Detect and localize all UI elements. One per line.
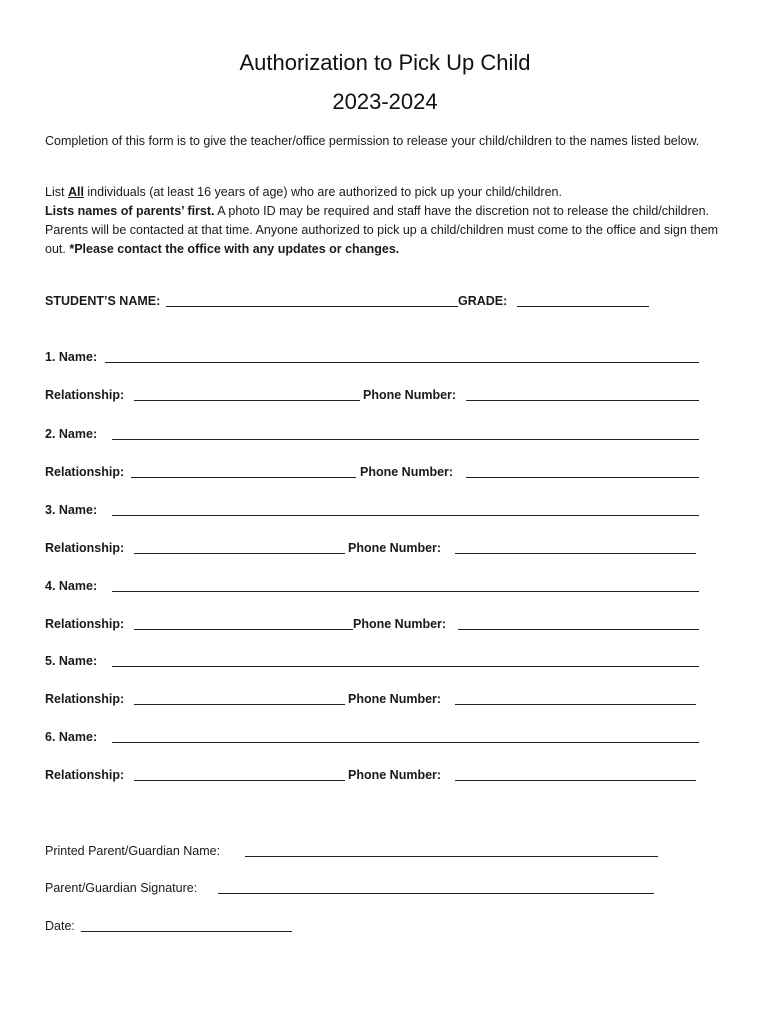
phone-label: Phone Number:: [348, 541, 442, 555]
entry-name-label: 3. Name:: [45, 503, 98, 517]
date-row: [45, 917, 305, 935]
entry-3-details-row: [45, 539, 705, 557]
student-name-field[interactable]: [166, 306, 458, 307]
entry-1-name-field[interactable]: [105, 362, 699, 363]
signature-field[interactable]: [218, 893, 654, 894]
intro-paragraph: Completion of this form is to give the teacher/office permission to release your child/children to the names listed below.: [45, 134, 700, 148]
date-label: Date:: [45, 919, 75, 933]
instructions-paragraph: [45, 183, 725, 259]
student-name-label: STUDENT’S NAME:: [45, 294, 161, 308]
parents-first-note: Lists names of parents’ first.: [45, 204, 215, 218]
entry-5-details-row: [45, 690, 705, 708]
form-title: Authorization to Pick Up Child: [239, 50, 531, 75]
grade-field[interactable]: [517, 306, 649, 307]
entry-6-phone-field[interactable]: [455, 780, 696, 781]
entry-6-name-field[interactable]: [112, 742, 699, 743]
entry-name-label: 6. Name:: [45, 730, 98, 744]
entry-6-name-row: [45, 728, 705, 746]
list-all-emphasis: All: [67, 185, 84, 199]
instructions-details: A photo ID may be required and staff have the discretion not to release the child/children. Parents will be contacted at that time. Anyone authorized to pick up a child/children must come to the office and sign them out.: [45, 204, 719, 256]
entry-1-phone-field[interactable]: [466, 400, 699, 401]
entry-4-name-field[interactable]: [112, 591, 699, 592]
date-field[interactable]: [81, 931, 292, 932]
phone-label: Phone Number:: [348, 768, 442, 782]
printed-name-label: Printed Parent/Guardian Name:: [45, 844, 221, 858]
entry-5-phone-field[interactable]: [455, 704, 696, 705]
phone-label: Phone Number:: [360, 465, 454, 479]
signature-row: [45, 879, 665, 897]
entry-name-label: 1. Name:: [45, 350, 98, 364]
entry-2-name-field[interactable]: [112, 439, 699, 440]
entry-name-label: 2. Name:: [45, 427, 98, 441]
entry-4-phone-field[interactable]: [458, 629, 699, 630]
relationship-label: Relationship:: [45, 388, 125, 402]
signature-label: Parent/Guardian Signature:: [45, 881, 198, 895]
list-prefix: List: [45, 185, 68, 199]
student-row: [45, 292, 655, 310]
entry-3-name-row: [45, 501, 705, 519]
entry-5-name-row: [45, 652, 705, 670]
relationship-label: Relationship:: [45, 617, 125, 631]
entry-name-label: 4. Name:: [45, 579, 98, 593]
phone-label: Phone Number:: [363, 388, 457, 402]
entry-4-name-row: [45, 577, 705, 595]
entry-1-relationship-field[interactable]: [134, 400, 360, 401]
entry-6-relationship-field[interactable]: [134, 780, 345, 781]
entry-2-details-row: [45, 463, 705, 481]
entry-3-phone-field[interactable]: [455, 553, 696, 554]
relationship-label: Relationship:: [45, 692, 125, 706]
list-rest: individuals (at least 16 years of age) who are authorized to pick up your child/children.: [83, 185, 562, 199]
entry-5-name-field[interactable]: [112, 666, 699, 667]
entry-name-label: 5. Name:: [45, 654, 98, 668]
entry-1-name-row: [45, 348, 705, 366]
entry-3-relationship-field[interactable]: [134, 553, 345, 554]
entry-4-relationship-field[interactable]: [134, 629, 353, 630]
relationship-label: Relationship:: [45, 768, 125, 782]
printed-name-field[interactable]: [245, 856, 658, 857]
entry-4-details-row: [45, 615, 705, 633]
relationship-label: Relationship:: [45, 465, 125, 479]
entry-6-details-row: [45, 766, 705, 784]
entry-2-name-row: [45, 425, 705, 443]
phone-label: Phone Number:: [353, 617, 447, 631]
printed-name-row: [45, 842, 665, 860]
phone-label: Phone Number:: [348, 692, 442, 706]
entry-2-relationship-field[interactable]: [131, 477, 356, 478]
entry-1-details-row: [45, 386, 705, 404]
relationship-label: Relationship:: [45, 541, 125, 555]
entry-5-relationship-field[interactable]: [134, 704, 345, 705]
entry-3-name-field[interactable]: [112, 515, 699, 516]
form-year: 2023-2024: [332, 89, 438, 114]
grade-label: GRADE:: [458, 294, 508, 308]
contact-note: *Please contact the office with any updates or changes.: [69, 242, 400, 256]
entry-2-phone-field[interactable]: [466, 477, 699, 478]
